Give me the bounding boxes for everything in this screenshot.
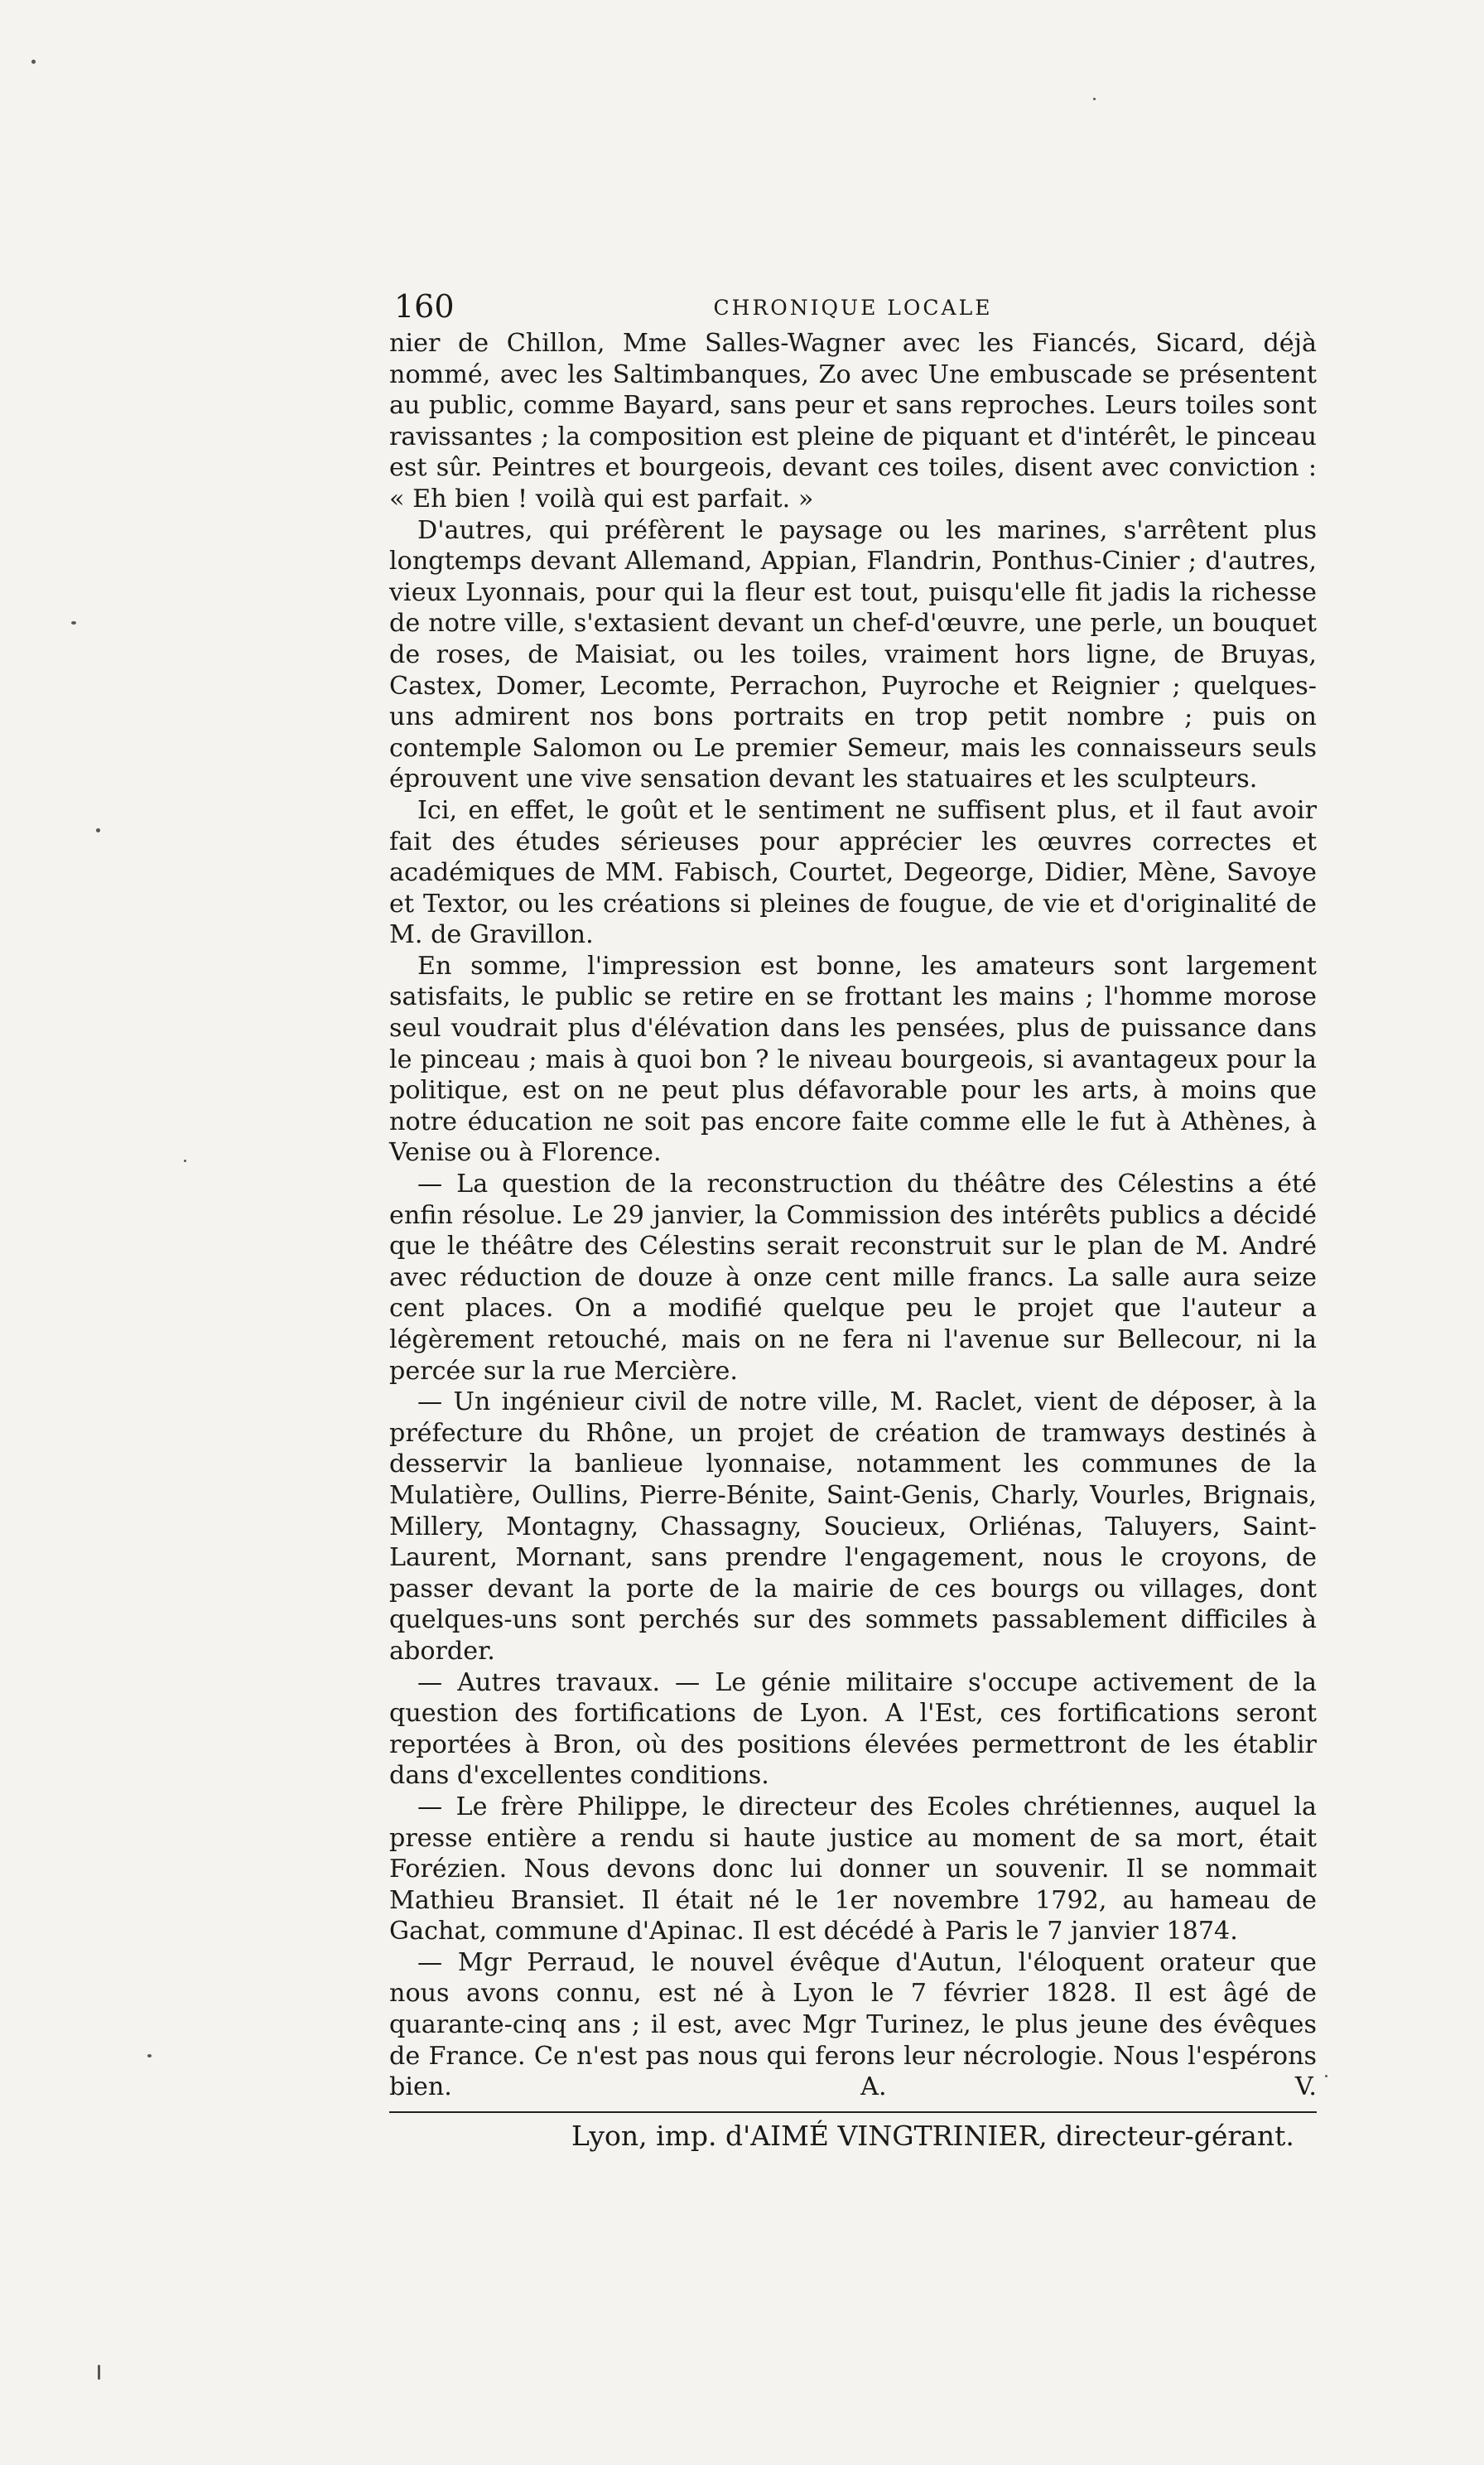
scan-speck <box>71 621 76 625</box>
page-number: 160 <box>394 288 455 325</box>
running-head <box>389 288 1317 328</box>
article-body <box>389 328 1317 2103</box>
paragraph: En somme, l'impression est bonne, les amateurs sont largement satisfaits, le public se retire en se frottant les mains ; l'homme morose seul voudrait plus d'élévation dans les pensées, plus de puissance dans le pinceau ; mais à quoi bon ? le niveau bourgeois, si avantageux pour la politique, est on ne peut plus défavorable pour les arts, à moins que notre éducation ne soit pas encore faite comme elle le fut à Athènes, à Venise ou à Florence. <box>389 951 1317 1168</box>
scan-speck <box>147 2054 152 2057</box>
paragraph: — Un ingénieur civil de notre ville, M. Raclet, vient de déposer, à la préfecture du Rhône, un projet de création de tramways destinés à desservir la banlieue lyonnaise, notamment les communes de la Mulatière, Oullins, Pierre-Bénite, Saint-Genis, Charly, Vourles, Brignais, Millery, Montagny, Chassagny, Soucieux, Orliénas, Taluyers, Saint-Laurent, Mornant, sans prendre l'engagement, nous le croyons, de passer devant la porte de la mairie de ces bourgs ou villages, dont quelques-uns sont perchés sur des sommets passablement difficiles à aborder. <box>389 1387 1317 1666</box>
printer-imprint: Lyon, imp. d'AIMÉ VINGTRINIER, directeur-gérant. <box>571 2119 1294 2152</box>
scan-speck <box>96 828 100 832</box>
imprint-divider <box>389 2111 1317 2113</box>
paragraph: — La question de la reconstruction du théâtre des Célestins a été enfin résolue. Le 29 janvier, la Commission des intérêts publics a décidé que le théâtre des Célestins serait reconstruit sur le plan de M. André avec réduction de douze à onze cent mille francs. La salle aura seize cent places. On a modifié quelque peu le projet que l'auteur a légèrement retouché, mais on ne fera ni l'avenue sur Bellecour, ni la percée sur la rue Mercière. <box>389 1170 1317 1386</box>
scan-speck <box>184 1160 186 1162</box>
paragraph: — Mgr Perraud, le nouvel évêque d'Autun, l'éloquent orateur que nous avons connu, est né à Lyon le 7 février 1828. Il est âgé de quarante-cinq ans ; il est, avec Mgr Turinez, le plus jeune des évêques de France. Ce n'est pas nous qui ferons leur nécrologie. Nous l'espérons bien. A. V. <box>389 1947 1317 2102</box>
running-head-title: CHRONIQUE LOCALE <box>713 296 993 320</box>
scan-speck <box>1325 2075 1327 2077</box>
paragraph: Ici, en effet, le goût et le sentiment ne suffisent plus, et il faut avoir fait des études sérieuses pour apprécier les œuvres correctes et académiques de MM. Fabisch, Courtet, Degeorge, Didier, Mène, Savoye et Textor, ou les créations si pleines de fougue, de vie et d'originalité de M. de Gravillon. <box>389 795 1317 950</box>
scan-speck <box>1093 98 1096 100</box>
paragraph: D'autres, qui préfèrent le paysage ou les marines, s'arrêtent plus longtemps devant Allemand, Appian, Flandrin, Ponthus-Cinier ; d'autres, vieux Lyonnais, pour qui la fleur est tout, puisqu'elle fit jadis la richesse de notre ville, s'extasient devant un chef-d'œuvre, une perle, un bouquet de roses, de Maisiat, ou les toiles, vraiment hors ligne, de Bruyas, Castex, Domer, Lecomte, Perrachon, Puyroche et Reignier ; quelques-uns admirent nos bons portraits en trop petit nombre ; puis on contemple Salomon ou Le premier Semeur, mais les connaisseurs seuls éprouvent une vive sensation devant les statuaires et les sculpteurs. <box>389 515 1317 794</box>
scan-speck <box>31 60 36 64</box>
paragraph: — Le frère Philippe, le directeur des Ecoles chrétiennes, auquel la presse entière a rendu si haute justice au moment de sa mort, était Forézien. Nous devons donc lui donner un souvenir. Il se nommait Mathieu Bransiet. Il était né le 1er novembre 1792, au hameau de Gachat, commune d'Apinac. Il est décédé à Paris le 7 janvier 1874. <box>389 1792 1317 1946</box>
scan-speck <box>98 2365 100 2380</box>
paragraph: nier de Chillon, Mme Salles-Wagner avec les Fiancés, Sicard, déjà nommé, avec les Saltimbanques, Zo avec Une embuscade se présentent au public, comme Bayard, sans peur et sans reproches. Leurs toiles sont ravissantes ; la composition est pleine de piquant et d'intérêt, le pinceau est sûr. Peintres et bourgeois, devant ces toiles, disent avec conviction : « Eh bien ! voilà qui est parfait. » <box>389 329 1317 514</box>
paragraph: — Autres travaux. — Le génie militaire s'occupe activement de la question des fortifications de Lyon. A l'Est, ces fortifications seront reportées à Bron, où des positions élevées permettront de les établir dans d'excellentes conditions. <box>389 1667 1317 1791</box>
document-page <box>389 288 1317 2153</box>
